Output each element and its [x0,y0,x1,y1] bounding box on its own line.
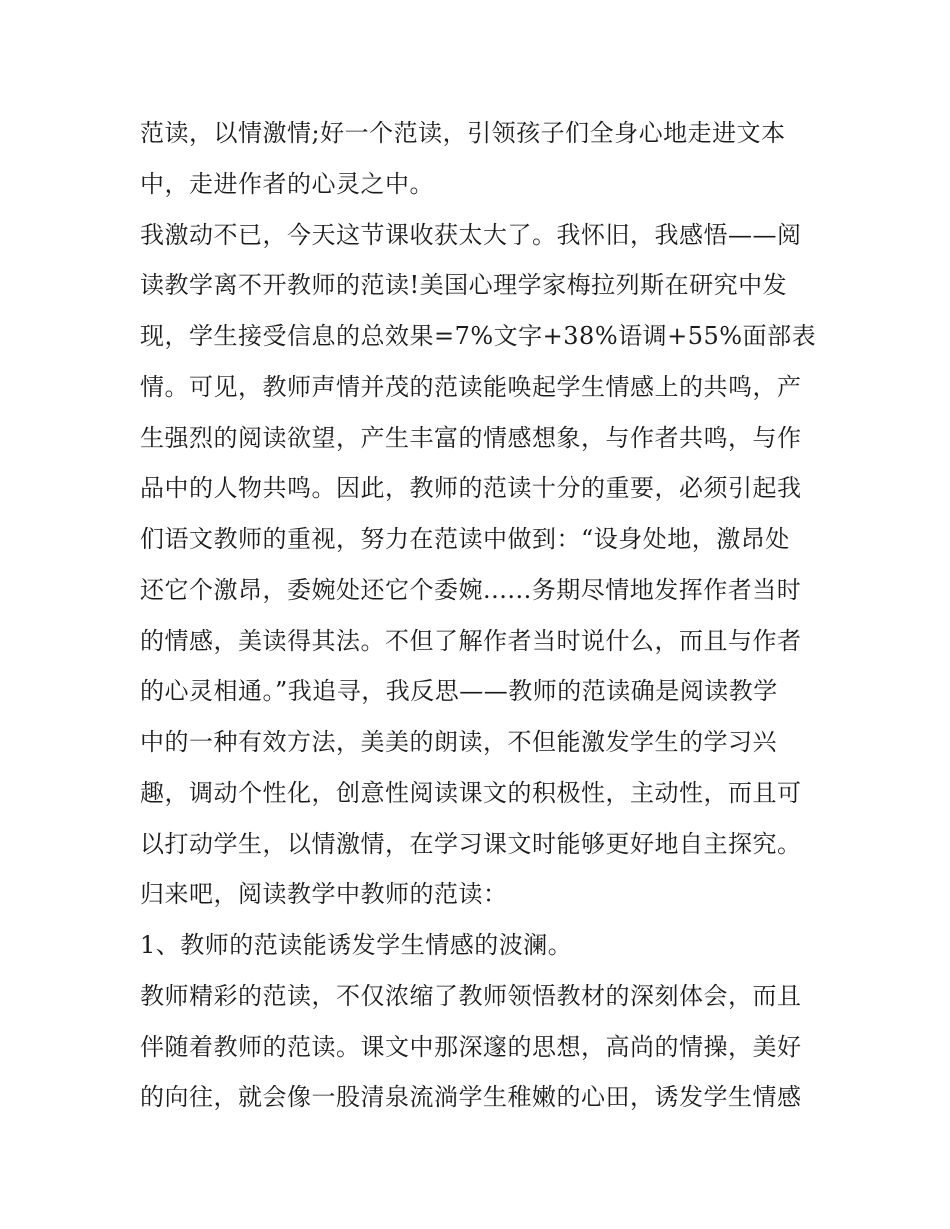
text-line: 教师精彩的范读，不仅浓缩了教师领悟教材的深刻体会，而且 [140,981,802,1010]
text-line: 品中的人物共鸣。因此，教师的范读十分的重要，必须引起我 [140,474,802,503]
text-line: 们语文教师的重视，努力在范读中做到：“设身处地，激昂处 [140,525,790,553]
section-heading: 1、教师的范读能诱发学生情感的波澜。 [140,931,573,959]
text-line: 现，学生接受信息的总效果=7%文字+38%语调+55%面部表 [140,322,817,350]
text-line: 的心灵相通。”我追寻，我反思——教师的范读确是阅读教学 [140,677,778,706]
section-intro-line: 归来吧，阅读教学中教师的范读： [140,880,508,909]
text-line: 我激动不已，今天这节课收获太大了。我怀旧，我感悟——阅 [140,220,802,249]
text-line: 还它个激昂，委婉处还它个委婉......务期尽情地发挥作者当时 [140,575,802,604]
text-line: 中的一种有效方法，美美的朗读，不但能激发学生的学习兴 [140,728,777,756]
text-line: 中，走进作者的心灵之中。 [140,169,434,198]
body-text [140,108,820,1123]
text-line: 读教学离不开教师的范读!美国心理学家梅拉列斯在研究中发 [140,271,788,300]
text-line: 生强烈的阅读欲望，产生丰富的情感想象，与作者共鸣，与作 [140,423,802,452]
text-line: 以打动学生，以情激情，在学习课文时能够更好地自主探究。 [140,829,802,858]
text-line: 伴随着教师的范读。课文中那深邃的思想，高尚的情操，美好 [140,1032,802,1061]
text-line: 的情感，美读得其法。不但了解作者当时说什么，而且与作者 [140,626,802,655]
text-line: 情。可见，教师声情并茂的范读能唤起学生情感上的共鸣，产 [140,372,802,401]
text-line: 的向往，就会像一股清泉流淌学生稚嫩的心田，诱发学生情感 [140,1083,802,1112]
text-line: 范读，以情激情;好一个范读，引领孩子们全身心地走进文本 [140,119,786,147]
text-line: 趣，调动个性化，创意性阅读课文的积极性，主动性，而且可 [140,778,802,807]
